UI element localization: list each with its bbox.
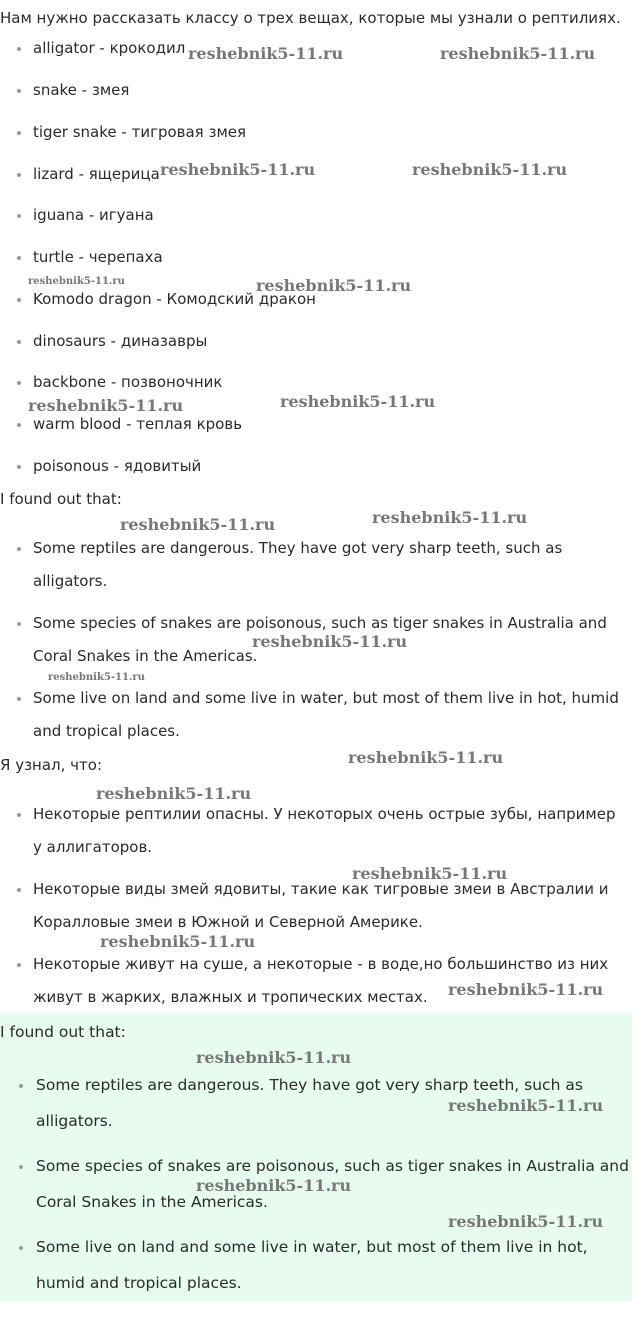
watermark: reshebnik5-11.ru [448, 1096, 604, 1115]
watermark: reshebnik5-11.ru [160, 160, 316, 179]
watermark: reshebnik5-11.ru [280, 392, 436, 411]
found-item: Some live on land and some live in water, but most of them live in hot, humid and tropical places. [33, 682, 628, 748]
found-item: Some species of snakes are poisonous, such as tiger snakes in Australia and Coral Snakes in the Americas. [33, 607, 628, 673]
found-item: Some reptiles are dangerous. They have got very sharp teeth, such as alligators. [33, 532, 628, 598]
watermark: reshebnik5-11.ru [96, 784, 252, 803]
ru-heading: Я узнал, что: [0, 756, 102, 774]
watermark: reshebnik5-11.ru [412, 160, 568, 179]
watermark: reshebnik5-11.ru [448, 980, 604, 999]
watermark: reshebnik5-11.ru [372, 508, 528, 527]
watermark: reshebnik5-11.ru [196, 1176, 352, 1195]
ru-item: Некоторые живут на суше, а некоторые - в воде,но большинство из них живут в жарких, влажных и тропических местах. [33, 948, 628, 1014]
watermark: reshebnik5-11.ru [120, 515, 276, 534]
vocab-item: poisonous - ядовитый [33, 450, 628, 483]
ru-item: Некоторые рептилии опасны. У некоторых очень острые зубы, например у аллигаторов. [33, 798, 628, 864]
watermark: reshebnik5-11.ru [48, 672, 145, 683]
watermark: reshebnik5-11.ru [28, 276, 125, 287]
found-heading: I found out that: [0, 490, 122, 508]
ru-item: Некоторые виды змей ядовиты, такие как тигровые змеи в Австралии и Коралловые змеи в Южной и Северной Америке. [33, 873, 628, 939]
answer-item: Some reptiles are dangerous. They have got very sharp teeth, such as alligators. [36, 1067, 630, 1139]
vocab-item: Komodo dragon - Комодский дракон [33, 283, 628, 316]
vocab-item: dinosaurs - диназавры [33, 325, 628, 358]
answer-heading: I found out that: [0, 1023, 126, 1041]
watermark: reshebnik5-11.ru [448, 1212, 604, 1231]
vocab-item: turtle - черепаха [33, 241, 628, 274]
vocab-item: snake - змея [33, 74, 628, 107]
watermark: reshebnik5-11.ru [440, 44, 596, 63]
watermark: reshebnik5-11.ru [188, 44, 344, 63]
watermark: reshebnik5-11.ru [100, 932, 256, 951]
answer-item: Some live on land and some live in water, but most of them live in hot, humid and tropical places. [36, 1229, 630, 1301]
watermark: reshebnik5-11.ru [196, 1048, 352, 1067]
watermark: reshebnik5-11.ru [252, 632, 408, 651]
vocab-item: lizard - ящерица [33, 158, 628, 191]
vocab-item: alligator - крокодил [33, 32, 628, 65]
intro-text: Нам нужно рассказать классу о трех вещах, которые мы узнали о рептилиях. [0, 9, 621, 27]
vocab-item: iguana - игуана [33, 199, 628, 232]
watermark: reshebnik5-11.ru [256, 276, 412, 295]
vocab-item: warm blood - теплая кровь [33, 408, 628, 441]
watermark: reshebnik5-11.ru [352, 864, 508, 883]
watermark: reshebnik5-11.ru [348, 748, 504, 767]
vocab-item: backbone - позвоночник [33, 366, 628, 399]
answer-item: Some species of snakes are poisonous, such as tiger snakes in Australia and Coral Snakes in the Americas. [36, 1148, 630, 1220]
watermark: reshebnik5-11.ru [28, 396, 184, 415]
vocab-item: tiger snake - тигровая змея [33, 116, 628, 149]
